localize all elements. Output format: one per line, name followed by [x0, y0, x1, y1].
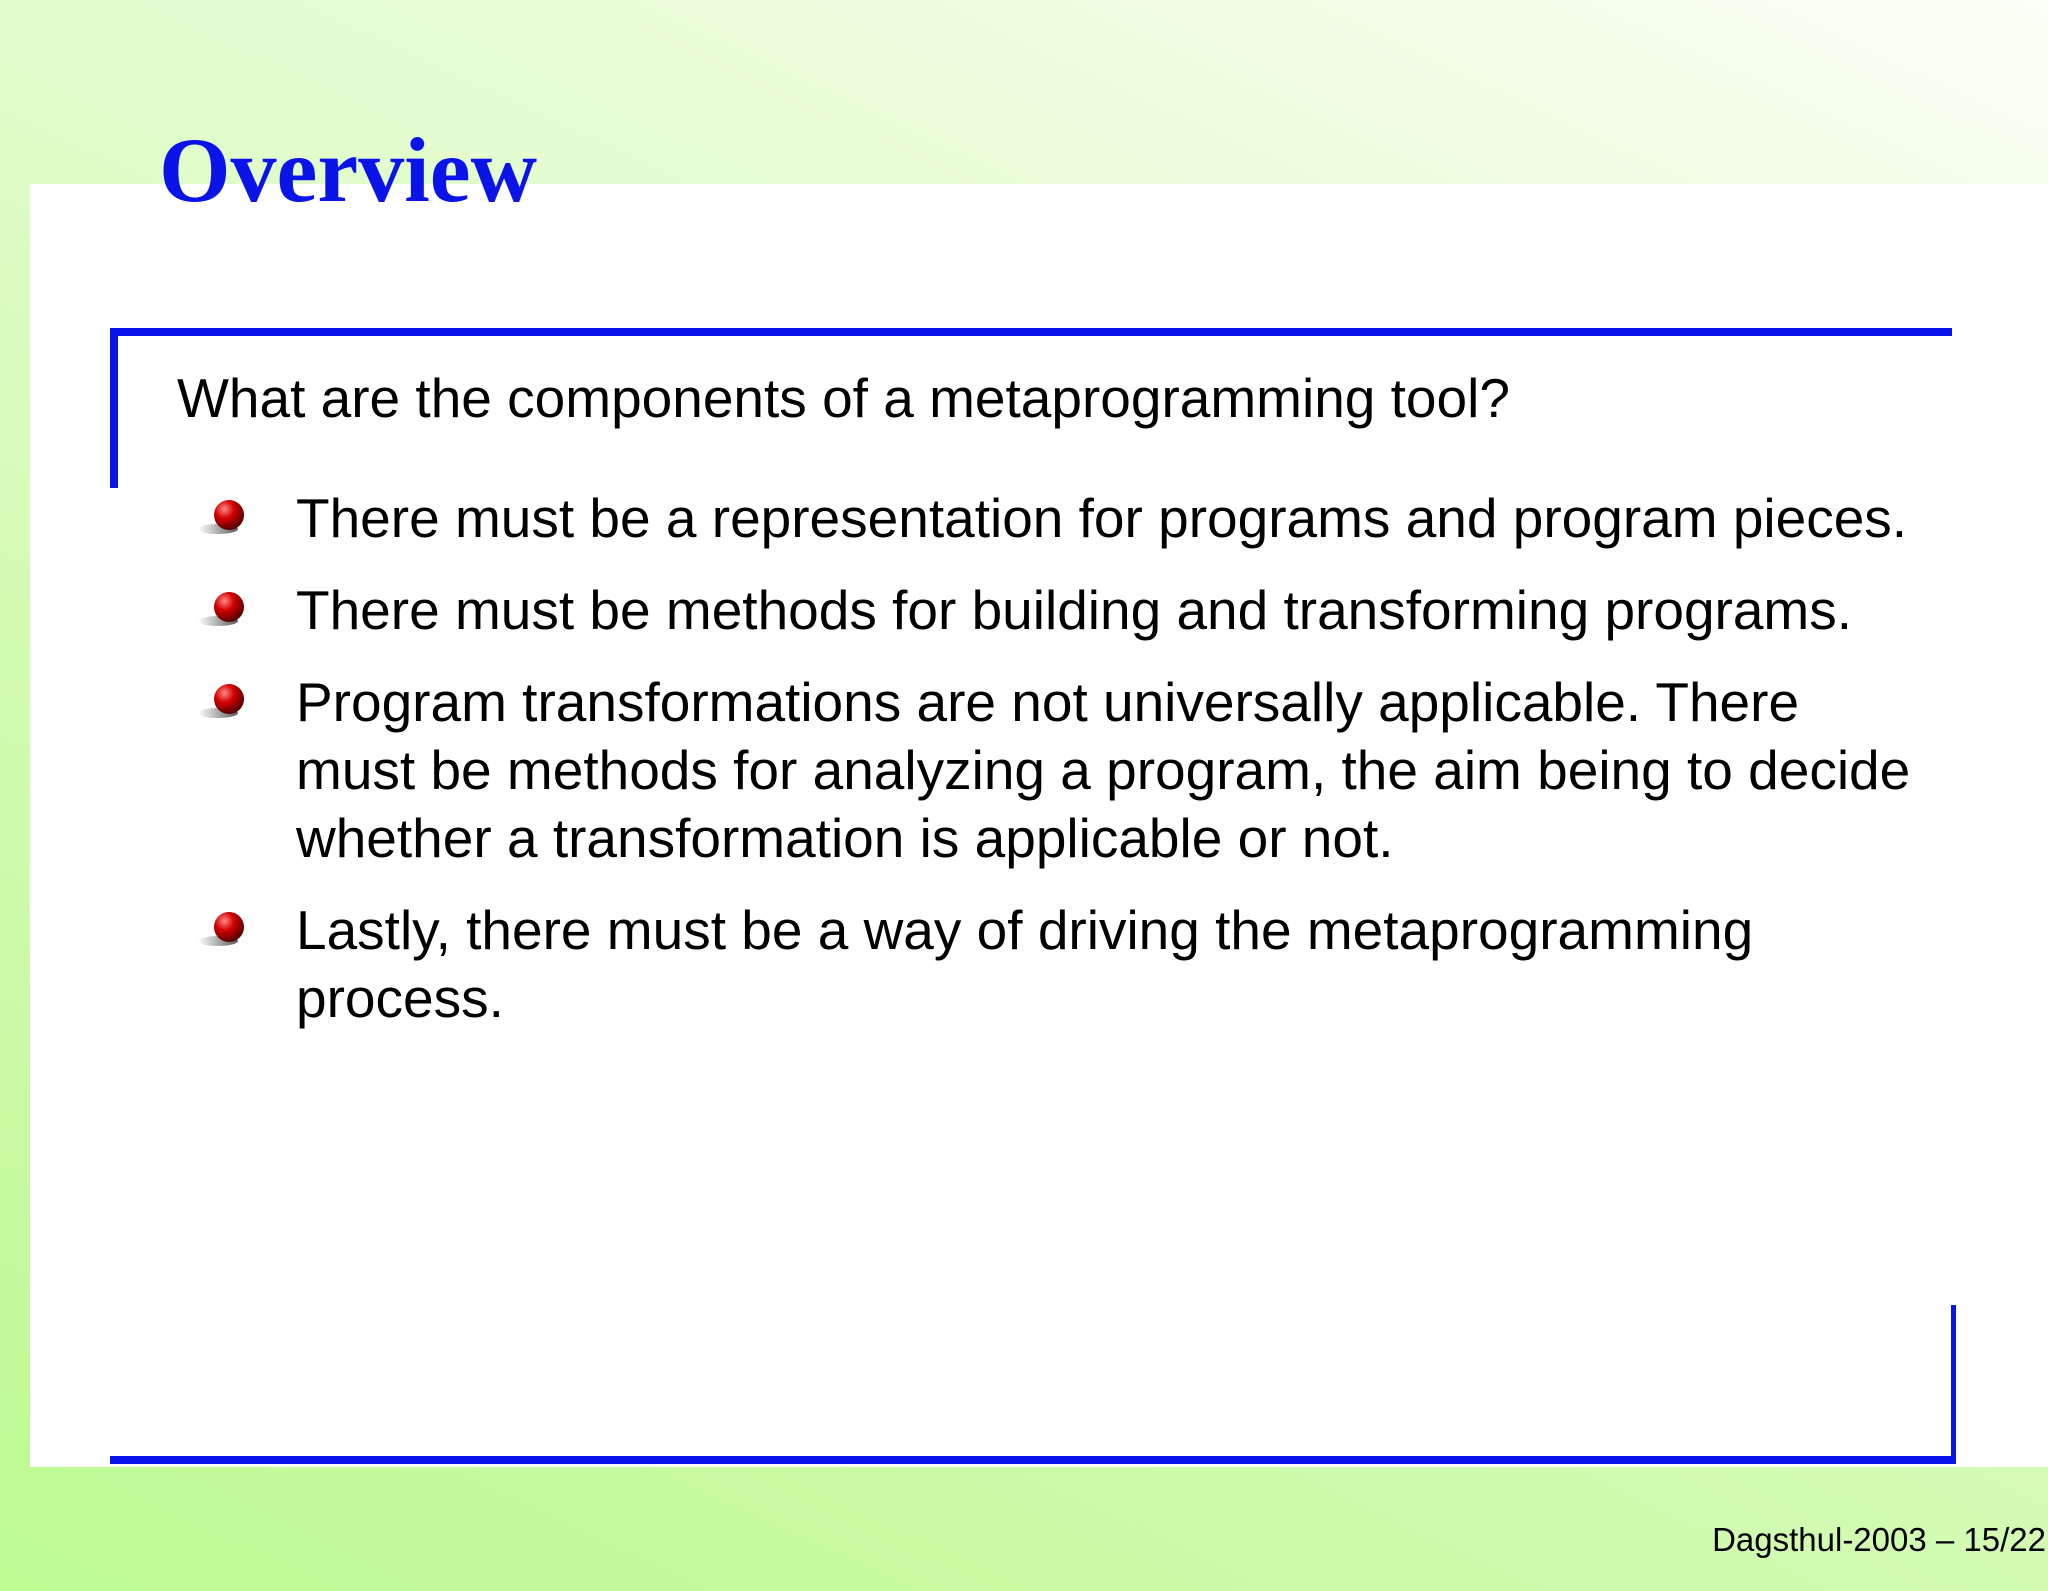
slide-footer: Dagsthul-2003 – 15/22: [1712, 1521, 2046, 1558]
frame-right-rule: [1951, 1305, 1956, 1464]
bullet-item: [196, 576, 1916, 644]
bullet-text: There must be a representation for programs and program pieces.: [296, 487, 1908, 549]
frame-top-rule: [110, 328, 1952, 336]
bullet-item: [196, 668, 1916, 872]
bullet-item: [196, 896, 1916, 1032]
frame-bottom-rule: [110, 1456, 1956, 1464]
slide-question: What are the components of a metaprogramming tool?: [177, 367, 1510, 429]
bullet-text: There must be methods for building and transforming programs.: [296, 579, 1853, 641]
bullet-text: Program transformations are not universally applicable. There must be methods for analyzing a program, the aim being to decide whether a transformation is applicable or not.: [296, 671, 1911, 869]
red-ball-bullet-icon: [196, 910, 252, 950]
bullet-item: [196, 484, 1916, 552]
red-ball-bullet-icon: [196, 590, 252, 630]
slide-title: Overview: [159, 119, 538, 221]
frame-left-rule: [110, 328, 118, 488]
red-ball-bullet-icon: [196, 682, 252, 722]
bullet-text: Lastly, there must be a way of driving the metaprogramming process.: [296, 899, 1754, 1029]
bullet-list: [196, 484, 1916, 1056]
red-ball-bullet-icon: [196, 498, 252, 538]
